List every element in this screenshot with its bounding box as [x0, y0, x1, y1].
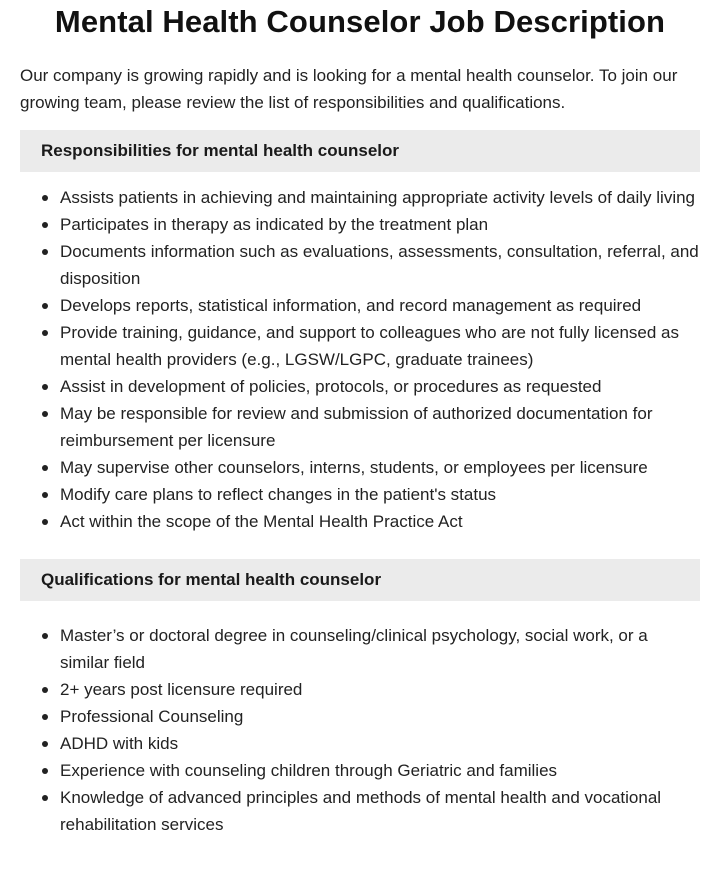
list-item: Participates in therapy as indicated by the treatment plan [20, 211, 700, 238]
list-item: ADHD with kids [20, 730, 700, 757]
qualifications-list [20, 622, 700, 838]
list-item: Master’s or doctoral degree in counseling/clinical psychology, social work, or a similar field [20, 622, 700, 676]
list-item: Experience with counseling children through Geriatric and families [20, 757, 700, 784]
list-item: Assists patients in achieving and maintaining appropriate activity levels of daily living [20, 184, 700, 211]
list-item: Assist in development of policies, protocols, or procedures as requested [20, 373, 700, 400]
list-item: May be responsible for review and submission of authorized documentation for reimbursement per licensure [20, 400, 700, 454]
responsibilities-list [20, 184, 700, 535]
page-title: Mental Health Counselor Job Description [54, 4, 666, 39]
list-item: Provide training, guidance, and support to colleagues who are not fully licensed as mental health providers (e.g., LGSW/LGPC, graduate trainees) [20, 319, 700, 373]
list-item: Knowledge of advanced principles and methods of mental health and vocational rehabilitation services [20, 784, 700, 838]
list-item: May supervise other counselors, interns, students, or employees per licensure [20, 454, 700, 481]
list-item: 2+ years post licensure required [20, 676, 700, 703]
list-item: Professional Counseling [20, 703, 700, 730]
list-item: Act within the scope of the Mental Health Practice Act [20, 508, 700, 535]
intro-paragraph: Our company is growing rapidly and is looking for a mental health counselor. To join our growing team, please review the list of responsibilities and qualifications. [20, 66, 678, 112]
list-item: Modify care plans to reflect changes in the patient's status [20, 481, 700, 508]
responsibilities-heading: Responsibilities for mental health counselor [20, 130, 700, 172]
section-spacer [20, 535, 700, 545]
list-item: Documents information such as evaluations, assessments, consultation, referral, and disposition [20, 238, 700, 292]
qualifications-heading: Qualifications for mental health counselor [20, 559, 700, 601]
list-item: Develops reports, statistical information, and record management as required [20, 292, 700, 319]
